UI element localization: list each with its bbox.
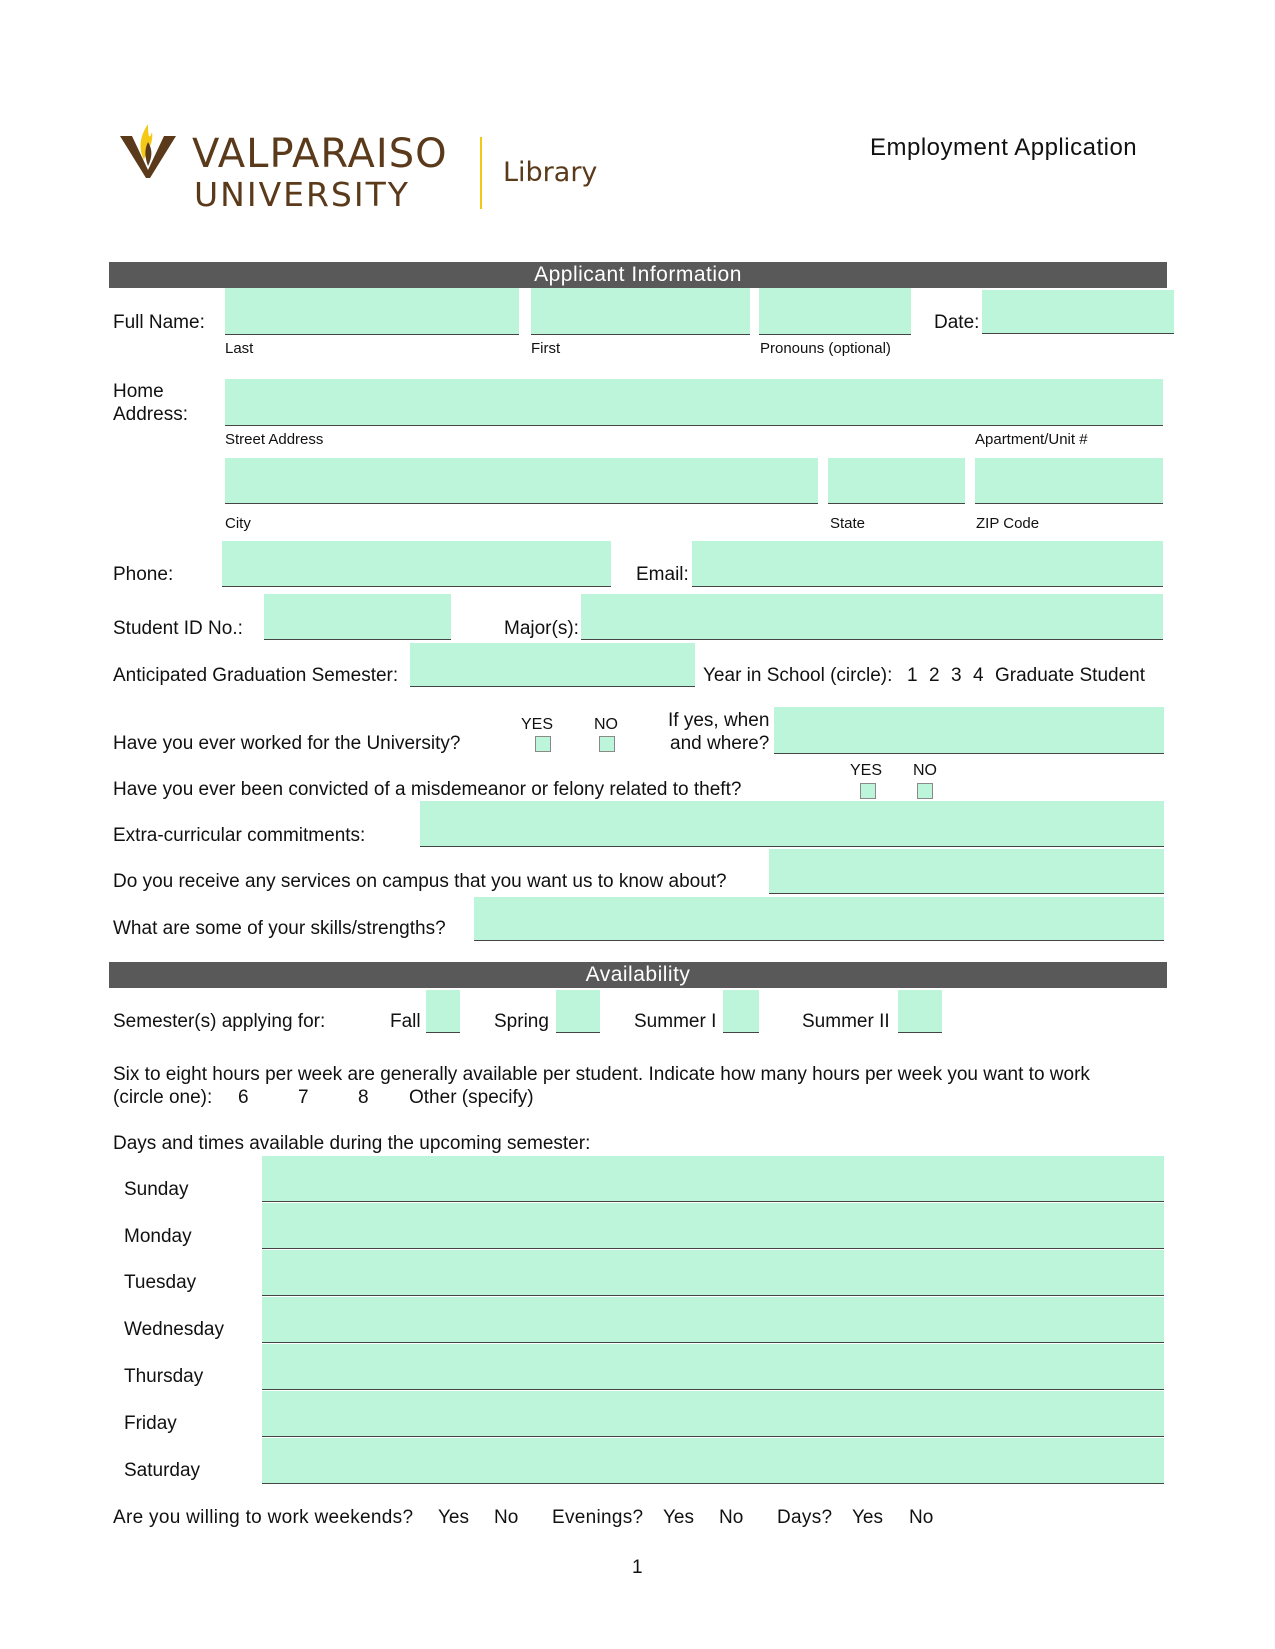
day-input-tuesday[interactable] [262,1250,1164,1295]
day-input-sunday[interactable] [262,1156,1164,1201]
year-option-4[interactable]: 4 [973,665,984,686]
state-input[interactable] [828,458,965,503]
day-input-monday[interactable] [262,1203,1164,1248]
semester-spring-input[interactable] [556,990,600,1032]
evenings-no-option[interactable]: No [719,1507,744,1528]
skills-question: What are some of your skills/strengths? [113,918,446,939]
year-option-2[interactable]: 2 [929,665,940,686]
extracurricular-label: Extra-curricular commitments: [113,825,366,846]
year-in-school-label: Year in School (circle): [703,665,893,686]
if-yes-input[interactable] [774,707,1164,753]
year-option-graduate[interactable]: Graduate Student [995,665,1145,686]
section-bar-availability: Availability [109,962,1167,988]
street-input[interactable] [225,379,1163,426]
worked-yes-caption: YES [521,716,554,733]
hours-option-other[interactable]: Other (specify) [409,1087,534,1108]
semester-summer2-input[interactable] [898,990,942,1032]
email-input[interactable] [692,541,1163,586]
logo-valparaiso: VALPARAISO [192,131,448,177]
first-name-input[interactable] [531,288,750,334]
weekends-yes-option[interactable]: Yes [438,1507,469,1528]
evenings-yes-option[interactable]: Yes [663,1507,694,1528]
day-label-friday: Friday [124,1413,177,1434]
grad-semester-field[interactable] [410,643,695,687]
day-field-saturday[interactable] [262,1438,1164,1484]
if-yes-field[interactable] [774,707,1164,754]
majors-label: Major(s): [504,618,579,639]
phone-input[interactable] [222,541,611,586]
grad-semester-label: Anticipated Graduation Semester: [113,665,399,686]
semester-summer1-label: Summer I [634,1011,717,1032]
document-title: Employment Application [870,134,1138,161]
logo-library: Library [503,157,598,188]
section-bar-applicant: Applicant Information [109,262,1167,288]
evenings-question: Evenings? [552,1507,644,1528]
date-field[interactable] [982,290,1174,334]
day-field-wednesday[interactable] [262,1297,1164,1343]
convicted-no-checkbox[interactable] [917,783,933,799]
grad-semester-input[interactable] [410,643,695,686]
day-field-thursday[interactable] [262,1344,1164,1390]
days-question: Days? [777,1507,833,1528]
city-input[interactable] [225,458,818,503]
home-label-1: Home [113,381,164,402]
semester-applying-label: Semester(s) applying for: [113,1011,326,1032]
pronouns-caption: Pronouns (optional) [760,340,891,357]
semester-fall-field[interactable] [426,990,460,1033]
day-label-sunday: Sunday [124,1179,189,1200]
year-option-1[interactable]: 1 [907,665,918,686]
weekends-no-option[interactable]: No [494,1507,519,1528]
semester-summer1-field[interactable] [723,990,759,1033]
day-label-wednesday: Wednesday [124,1319,224,1340]
day-label-saturday: Saturday [124,1460,201,1481]
days-no-option[interactable]: No [909,1507,934,1528]
majors-field[interactable] [581,594,1163,640]
last-name-input[interactable] [225,288,519,334]
student-id-field[interactable] [264,594,451,640]
university-logo [118,122,598,217]
day-label-thursday: Thursday [124,1366,204,1387]
semester-summer2-label: Summer II [802,1011,890,1032]
day-label-tuesday: Tuesday [124,1272,197,1293]
apt-caption: Apartment/Unit # [975,431,1088,448]
if-yes-label-1: If yes, when [668,710,770,731]
page-number: 1 [632,1557,643,1578]
zip-caption: ZIP Code [976,515,1040,532]
date-input[interactable] [982,290,1174,333]
extracurricular-field[interactable] [420,801,1164,847]
phone-field[interactable] [222,541,611,587]
day-field-sunday[interactable] [262,1156,1164,1202]
worked-university-question: Have you ever worked for the University? [113,733,461,754]
hours-circle-label: (circle one): [113,1087,213,1108]
worked-no-checkbox[interactable] [599,736,615,752]
day-field-friday[interactable] [262,1391,1164,1437]
email-label: Email: [636,564,689,585]
services-question: Do you receive any services on campus that you want us to know about? [113,871,727,892]
state-field[interactable] [828,458,965,504]
semester-summer1-input[interactable] [723,990,759,1032]
first-name-field[interactable] [531,288,750,335]
convicted-yes-checkbox[interactable] [860,783,876,799]
day-input-friday[interactable] [262,1391,1164,1436]
days-times-intro: Days and times available during the upcoming semester: [113,1133,591,1154]
email-field[interactable] [692,541,1163,587]
city-caption: City [225,515,251,532]
logo-university: UNIVERSITY [194,175,410,214]
extracurricular-input[interactable] [420,801,1164,846]
hours-option-6[interactable]: 6 [238,1087,249,1108]
torch-shield-icon [118,122,178,180]
semester-fall-input[interactable] [426,990,460,1032]
zip-field[interactable] [975,458,1163,504]
phone-label: Phone: [113,564,174,585]
logo-divider [480,137,482,209]
hours-option-8[interactable]: 8 [358,1087,369,1108]
day-label-monday: Monday [124,1226,192,1247]
semester-summer2-field[interactable] [898,990,942,1033]
last-caption: Last [225,340,254,357]
pronouns-field[interactable] [759,288,911,335]
home-label-2: Address: [113,404,188,425]
street-field[interactable] [225,379,1163,426]
street-caption: Street Address [225,431,324,448]
if-yes-label-2: and where? [670,733,770,754]
last-name-field[interactable] [225,288,519,335]
day-input-wednesday[interactable] [262,1297,1164,1342]
semester-spring-label: Spring [494,1011,549,1032]
state-caption: State [830,515,866,532]
worked-no-caption: NO [594,716,618,733]
year-option-3[interactable]: 3 [951,665,962,686]
convicted-no-caption: NO [913,762,937,779]
full-name-label: Full Name: [113,312,205,333]
date-label: Date: [934,312,980,333]
hours-option-7[interactable]: 7 [298,1087,309,1108]
city-field[interactable] [225,458,818,504]
first-caption: First [531,340,561,357]
student-id-label: Student ID No.: [113,618,243,639]
convicted-yes-caption: YES [850,762,883,779]
services-input[interactable] [769,849,1164,893]
day-field-monday[interactable] [262,1203,1164,1249]
street-underline [225,425,1163,426]
skills-field[interactable] [474,897,1164,941]
day-input-thursday[interactable] [262,1344,1164,1389]
convicted-question: Have you ever been convicted of a misdemeanor or felony related to theft? [113,779,742,800]
days-yes-option[interactable]: Yes [852,1507,883,1528]
hours-instructions: Six to eight hours per week are generally available per student. Indicate how many hours per week you want to work [113,1064,1090,1085]
pronouns-input[interactable] [759,288,911,334]
zip-input[interactable] [975,458,1163,503]
services-field[interactable] [769,849,1164,894]
day-field-tuesday[interactable] [262,1250,1164,1296]
semester-fall-label: Fall [390,1011,421,1032]
weekends-question: Are you willing to work weekends? [113,1507,414,1528]
majors-input[interactable] [581,594,1163,639]
day-input-saturday[interactable] [262,1438,1164,1483]
student-id-input[interactable] [264,594,451,639]
worked-yes-checkbox[interactable] [535,736,551,752]
skills-input[interactable] [474,897,1164,940]
semester-spring-field[interactable] [556,990,600,1033]
